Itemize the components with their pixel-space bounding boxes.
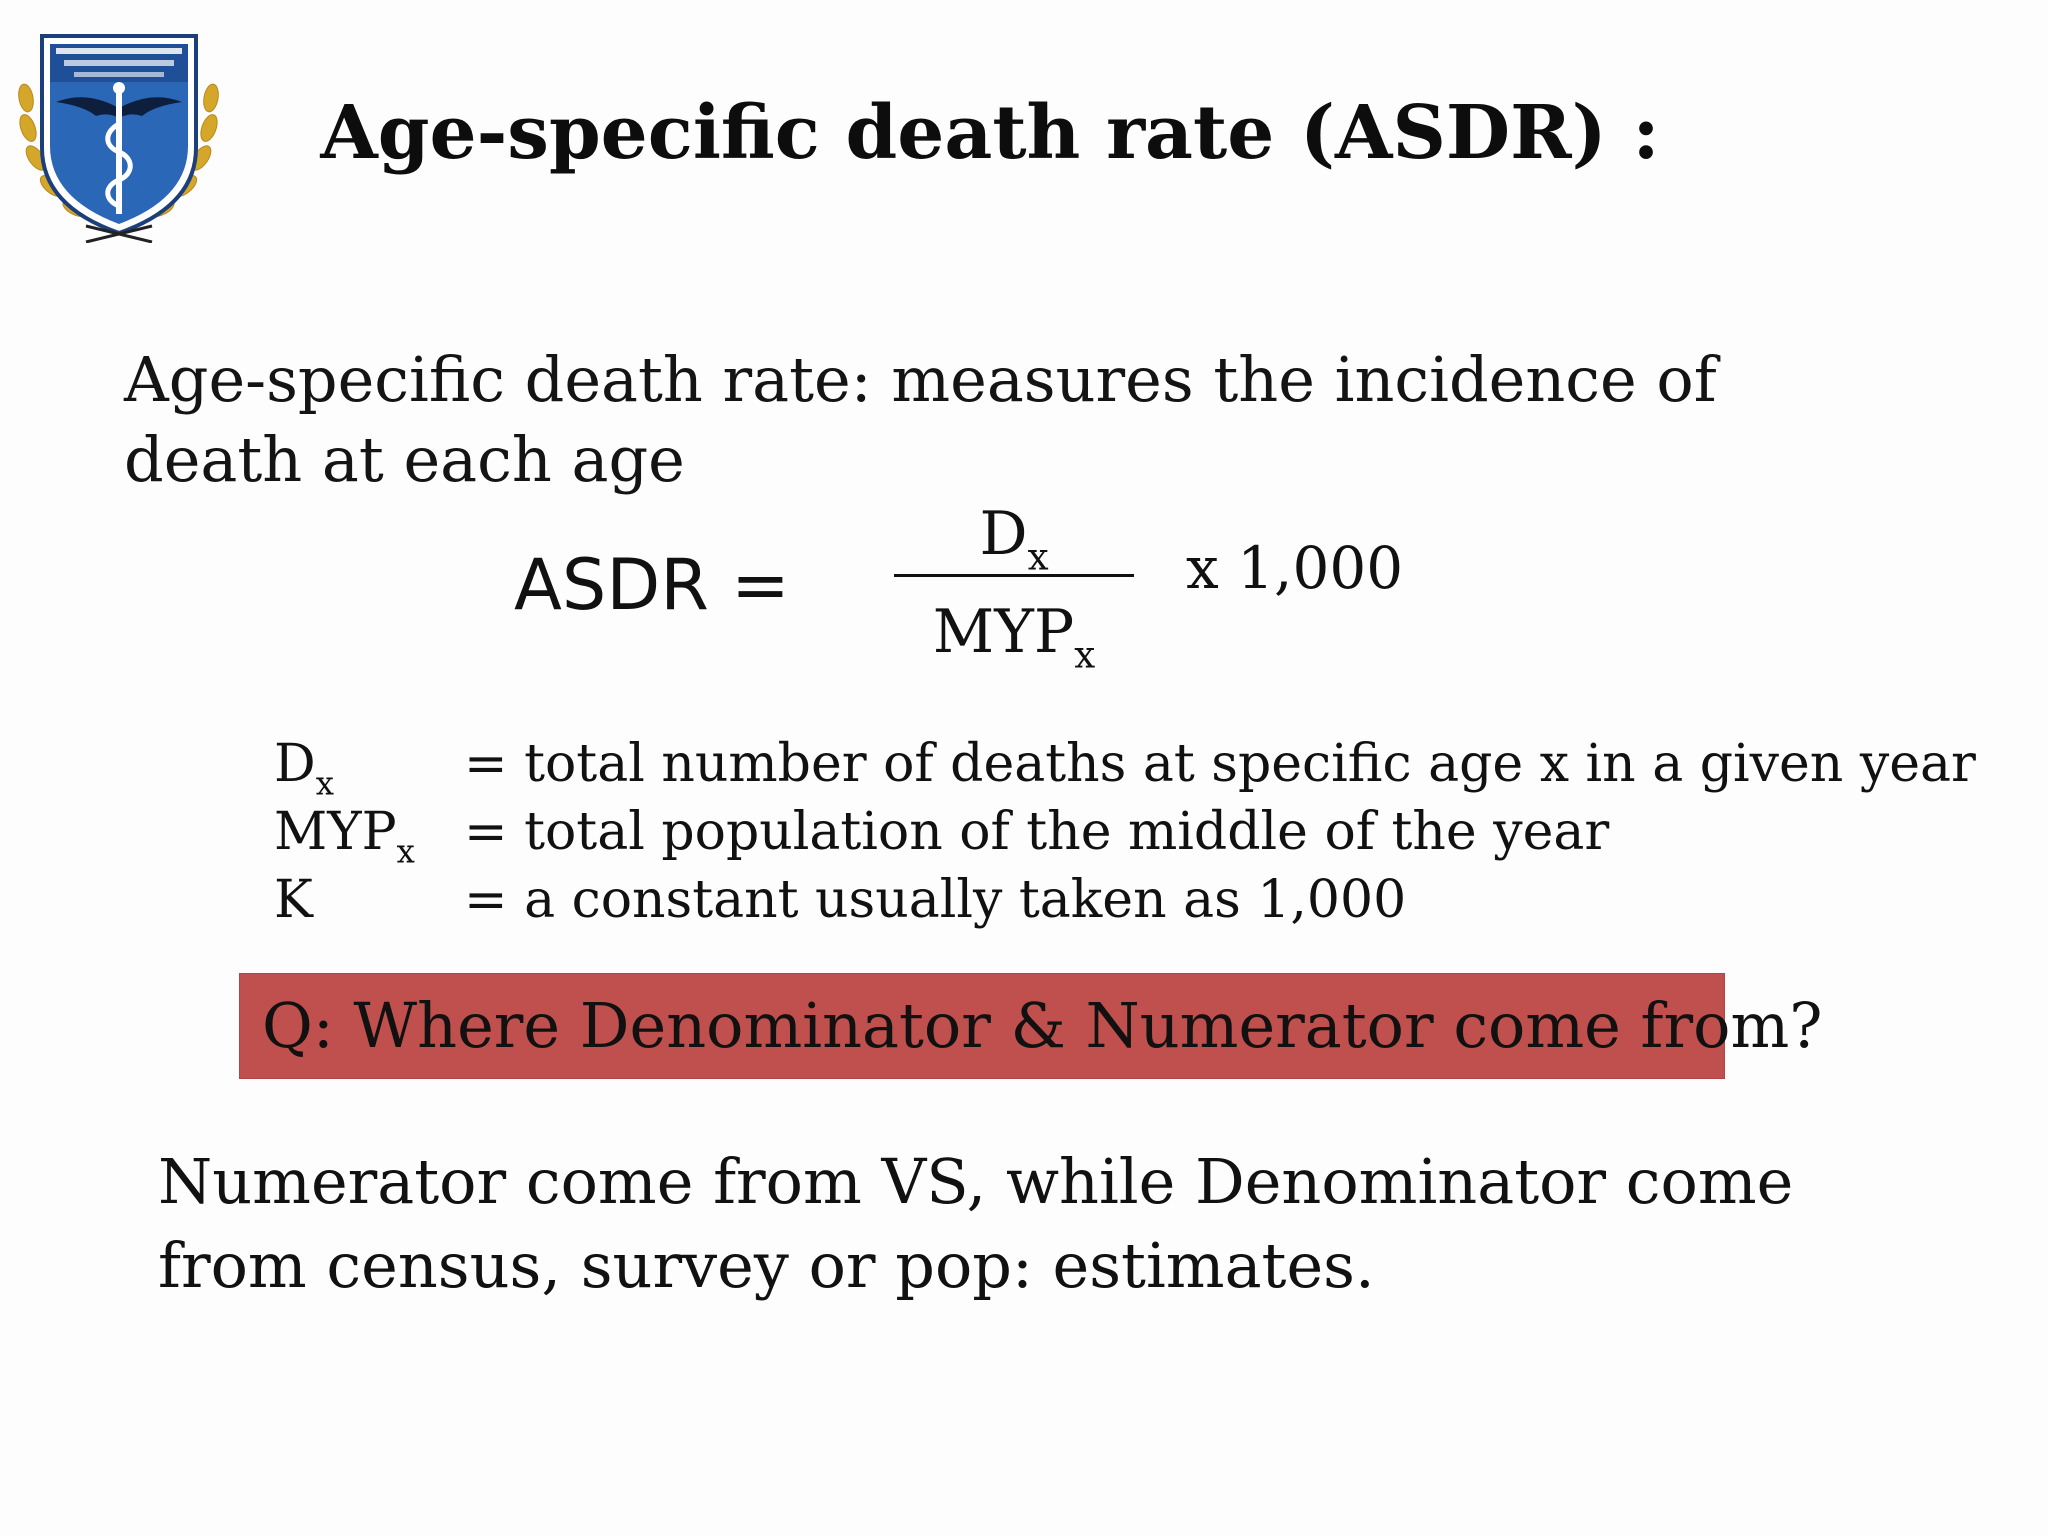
formula-denominator: $MYP_x$ bbox=[932, 597, 1096, 677]
formula-multiplier: x 1,000 bbox=[1186, 534, 1404, 602]
definition-symbol: K bbox=[274, 870, 313, 930]
formula-numerator: $D_x$ bbox=[979, 499, 1049, 579]
university-logo bbox=[16, 28, 221, 243]
slide-title: Age-specific death rate (ASDR) : bbox=[320, 90, 1660, 176]
formula-lhs: ASDR = bbox=[514, 544, 790, 626]
question-text: Q: Where Denominator & Numerator come from? bbox=[262, 989, 1823, 1062]
definition-text: = total number of deaths at specific age x in a given year bbox=[464, 734, 1976, 794]
definition-text: = a constant usually taken as 1,000 bbox=[464, 870, 1407, 930]
definition-text: = total population of the middle of the year bbox=[464, 802, 1610, 862]
question-callout bbox=[239, 973, 1823, 1079]
definition-symbol: $D_x$ bbox=[274, 734, 334, 803]
definition-symbol: $MYP_x$ bbox=[274, 802, 415, 871]
fraction-bar bbox=[894, 574, 1134, 577]
answer-text: Numerator come from VS, while Denominator come from census, survey or pop: estimates. bbox=[158, 1145, 1794, 1302]
definition-intro: Age-specific death rate: measures the incidence of death at each age bbox=[124, 343, 1717, 496]
